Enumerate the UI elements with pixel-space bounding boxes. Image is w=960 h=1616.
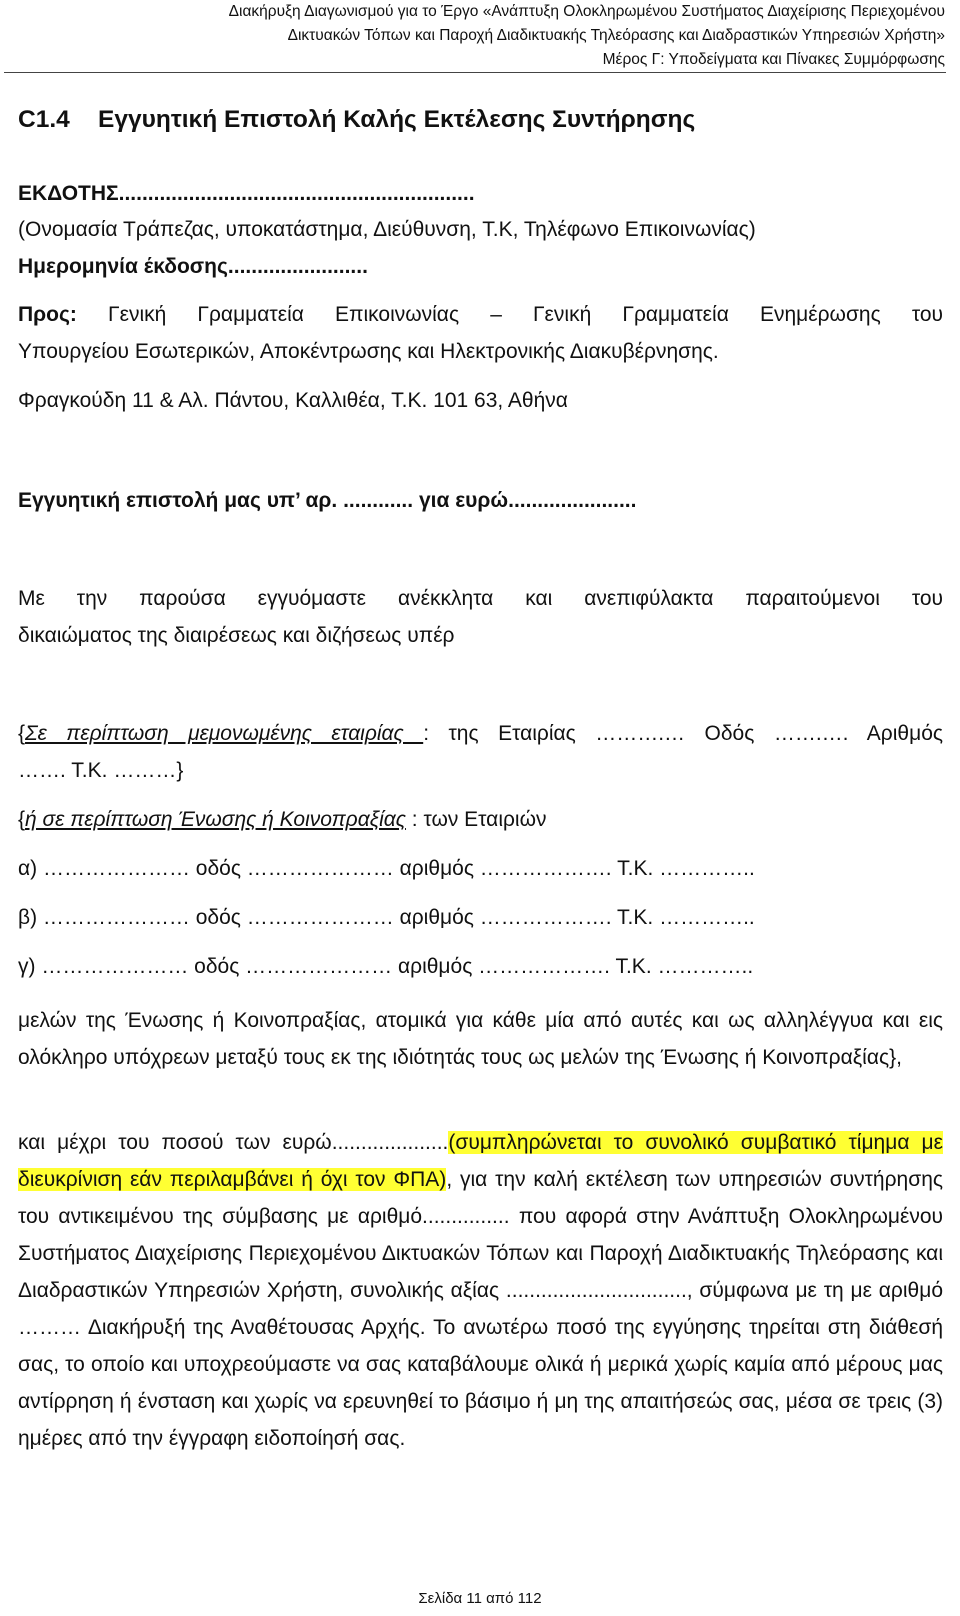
members-paragraph: μελών της Ένωσης ή Κοινοπραξίας, ατομικά για κάθε μία από αυτές και ως αλληλέγγυα και εις ολόκληρο υπόχρεων μεταξύ τους εκ της ιδιότητάς τους ως μελών της Ένωσης ή Κοινοπραξίας}, [18,1009,943,1069]
section-number: C1.4 [18,106,70,133]
joint-venture-text: : των Εταιριών [405,808,547,831]
intro-line-1: Με την παρούσα εγγυόμαστε ανέκκλητα και ανεπιφύλακτα παραιτούμενοι του [18,587,943,610]
recipient-line-1 [18,303,943,327]
joint-venture-line [18,808,943,832]
recipient-line-2: Υπουργείου Εσωτερικών, Αποκέντρωσης και Ηλεκτρονικής Διακυβέρνησης. [18,340,719,363]
section-heading [18,106,695,134]
recipient-address: Φραγκούδη 11 & Αλ. Πάντου, Καλλιθέα, Τ.Κ. 101 63, Αθήνα [18,389,568,412]
issuer-details: (Ονομασία Τράπεζας, υποκατάστημα, Διεύθυνση, Τ.Κ, Τηλέφωνο Επικοινωνίας) [18,218,756,241]
amount-instruction-highlight: (συμπληρώνεται το συνολικό συμβατικό τίμημα με διευκρίνιση εάν περιλαμβάνει ή όχι τον ΦΠΑ) [18,1131,943,1191]
page-number: Σελίδα 11 από 112 [418,1590,542,1607]
intro-line-2: δικαιώματος της διαιρέσεως και διζήσεως υπέρ [18,624,455,647]
single-company-line-1 [18,722,943,746]
joint-venture-label: ή σε περίπτωση Ένωσης ή Κοινοπραξίας [25,808,406,831]
section-title: Εγγυητική Επιστολή Καλής Εκτέλεσης Συντήρησης [98,106,696,133]
recipient-label: Προς: [18,303,77,326]
amount-lead: και μέχρι του ποσού των ευρώ.................... [18,1131,449,1154]
header-line-2: Δικτυακών Τόπων και Παροχή Διαδικτυακής Τηλεόρασης και Διαδραστικών Υπηρεσιών Χρήστη» [287,27,945,44]
header-line-3: Μέρος Γ: Υποδείγματα και Πίνακες Συμμόρφωσης [602,51,945,68]
amount-paragraph [18,1124,943,1457]
brace-open: { [18,808,26,831]
header-line-1: Διακήρυξη Διαγωνισμού για το Έργο «Ανάπτυξη Ολοκληρωμένου Συστήματος Διαχείρισης Περιεχομένου [228,3,945,20]
page-header [0,0,945,72]
issuer-label: ΕΚΔΟΤΗΣ............................................................. [18,182,475,205]
brace-open: { [18,722,26,745]
header-divider [4,72,946,73]
member-line-b: β) ………………… οδός ………………… αριθμός ………………. Τ.Κ. ………….. [18,906,755,929]
member-line-a: α) ………………… οδός ………………… αριθμός ………………. Τ.Κ. ………….. [18,857,755,880]
recipient-name: Γενική Γραμματεία Επικοινωνίας – Γενική Γραμματεία Ενημέρωσης του [108,303,943,326]
single-company-line-2: ……. Τ.Κ. ………} [18,759,184,782]
amount-body: , για την καλή εκτέλεση των υπηρεσιών συντήρησης του αντικειμένου της σύμβασης με αριθμό............... που αφορά στην Ανάπτυξη Ολοκληρωμένου Συστήματος Διαχείρισης Περιεχομένου Δικτυακών Τόπων και Παροχή Διαδικτυακής Τηλεόρασης και Διαδραστικών Υπηρεσιών Χρήστη, συνολικής αξίας ..............................., σύμφωνα με τη με αριθμό ……… Διακήρυξή της Αναθέτουσας Αρχής. Το ανωτέρω ποσό της εγγύησης τηρείται στη διάθεσή σας, το οποίο και υποχρεούμαστε να σας καταβάλουμε ολικά ή μερικά χωρίς καμία από μέρους μας αντίρρηση ή ένσταση και χωρίς να ερευνηθεί το βάσιμο ή μη της απαιτήσεώς σας, μέσα σε τρεις (3) ημέρες από την έγγραφη ειδοποίησή σας. [18,1168,943,1450]
issue-date-label: Ημερομηνία έκδοσης........................ [18,255,368,278]
single-company-label: Σε περίπτωση μεμονωμένης εταιρίας [25,722,424,745]
single-company-fields: : της Εταιρίας ……….… Οδός …….…. Αριθμός [423,722,943,745]
member-line-c: γ) ………………… οδός ………………… αριθμός ………………. Τ.Κ. ………….. [18,955,754,978]
guarantee-reference: Εγγυητική επιστολή μας υπ’ αρ. ............ για ευρώ...................... [18,489,637,512]
